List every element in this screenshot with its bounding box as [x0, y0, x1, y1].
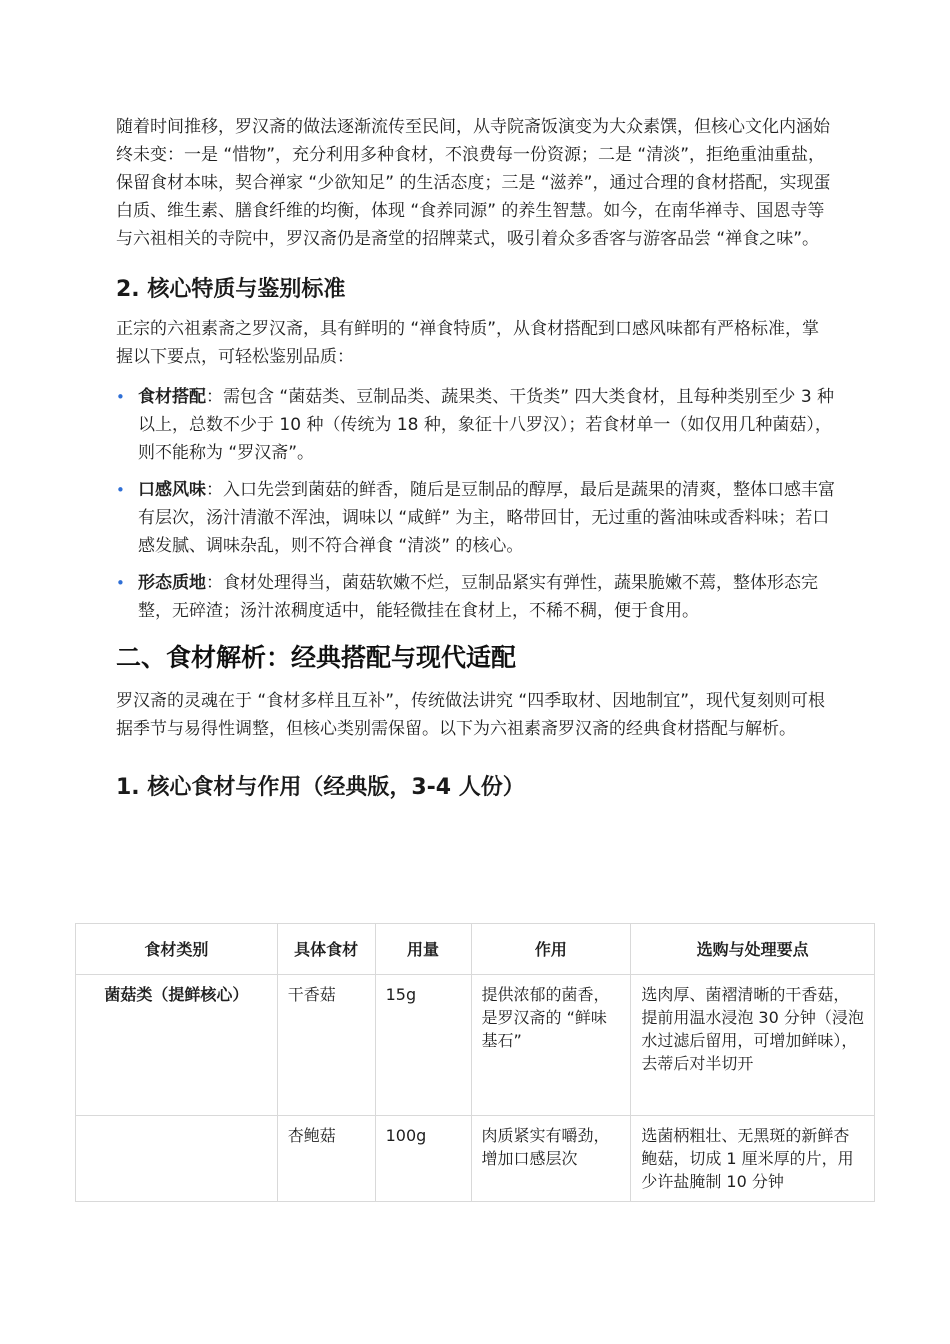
- table-cell-ingredient: 干香菇: [277, 975, 375, 1116]
- list-item-term: 口感风味: [138, 480, 206, 500]
- table-row: [76, 1116, 875, 1202]
- table-cell-tips: 选肉厚、菌褶清晰的干香菇，提前用温水浸泡 30 分钟（浸泡水过滤后留用，可增加鲜味），去蒂后对半切开: [631, 975, 875, 1116]
- document-body: [116, 113, 836, 803]
- chapter-2-intro: 罗汉斋的灵魂在于 “食材多样且互补”，传统做法讲究 “四季取材、因地制宜”，现代复刻则可根据季节与易得性调整，但核心类别需保留。以下为六祖素斋罗汉斋的经典食材搭配与解析。: [116, 691, 826, 739]
- intro-paragraph: 随着时间推移，罗汉斋的做法逐渐流传至民间，从寺院斋饭演变为大众素馔，但核心文化内涵始终未变：一是 “惜物”，充分利用多种食材，不浪费每一份资源；二是 “清淡”，拒绝重油重盐，保留食材本味，契合禅家 “少欲知足” 的生活态度；三是 “滋养”，通过合理的食材搭配，实现蛋白质、维生素、膳食纤维的均衡，体现 “食养同源” 的养生智慧。如今，在南华禅寺、国恩寺等与六祖相关的寺院中，罗汉斋仍是斋堂的招牌菜式，吸引着众多香客与游客品尝 “禅食之味”。: [116, 117, 831, 249]
- table-cell-tips: 选菌柄粗壮、无黑斑的新鲜杏鲍菇，切成 1 厘米厚的片，用少许盐腌制 10 分钟: [631, 1116, 875, 1202]
- column-header: 选购与处理要点: [631, 924, 875, 975]
- criteria-list: [116, 383, 836, 625]
- table-header-row: [76, 924, 875, 975]
- table-cell-role: 提供浓郁的菌香，是罗汉斋的 “鲜味基石”: [471, 975, 631, 1116]
- ingredients-table: [75, 923, 875, 1202]
- bullet-icon: •: [116, 388, 125, 406]
- table-cell-amount: 100g: [375, 1116, 471, 1202]
- column-header: 作用: [471, 924, 631, 975]
- list-item: [116, 383, 836, 467]
- column-header: 具体食材: [277, 924, 375, 975]
- table-cell-role: 肉质紧实有嚼劲，增加口感层次: [471, 1116, 631, 1202]
- table-cell-amount: 15g: [375, 975, 471, 1116]
- column-header: 食材类别: [76, 924, 278, 975]
- column-header: 用量: [375, 924, 471, 975]
- table-cell-ingredient: 杏鲍菇: [277, 1116, 375, 1202]
- bullet-icon: •: [116, 481, 125, 499]
- list-item-term: 食材搭配: [138, 387, 206, 407]
- list-item-text: ：入口先尝到菌菇的鲜香，随后是豆制品的醇厚，最后是蔬果的清爽，整体口感丰富有层次，汤汁清澈不浑浊，调味以 “咸鲜” 为主，略带回甘，无过重的酱油味或香料味；若口感发腻、调味杂乱，则不符合禅食 “清淡” 的核心。: [138, 480, 835, 556]
- list-item-text: ：食材处理得当，菌菇软嫩不烂，豆制品紧实有弹性，蔬果脆嫩不蔫，整体形态完整，无碎渣；汤汁浓稠度适中，能轻微挂在食材上，不稀不稠，便于食用。: [138, 573, 818, 621]
- list-item: [116, 569, 836, 625]
- subsection-1-heading: 1. 核心食材与作用（经典版，3-4 人份）: [116, 775, 525, 800]
- table-cell-category: 菌菇类（提鲜核心）: [76, 975, 278, 1116]
- list-item: [116, 476, 836, 560]
- list-item-term: 形态质地: [138, 573, 206, 593]
- chapter-2-heading: 二、食材解析：经典搭配与现代适配: [116, 643, 517, 672]
- table-row: [76, 975, 875, 1116]
- list-item-text: ：需包含 “菌菇类、豆制品类、蔬果类、干货类” 四大类食材，且每种类别至少 3 种以上，总数不少于 10 种（传统为 18 种，象征十八罗汉）；若食材单一（如仅用几种菌菇），则不能称为 “罗汉斋”。: [138, 387, 835, 463]
- section-2-intro: 正宗的六祖素斋之罗汉斋，具有鲜明的 “禅食特质”，从食材搭配到口感风味都有严格标准，掌握以下要点，可轻松鉴别品质：: [116, 319, 820, 367]
- bullet-icon: •: [116, 574, 125, 592]
- section-2-heading: 2. 核心特质与鉴别标准: [116, 277, 346, 302]
- table-cell-category: [76, 1116, 278, 1202]
